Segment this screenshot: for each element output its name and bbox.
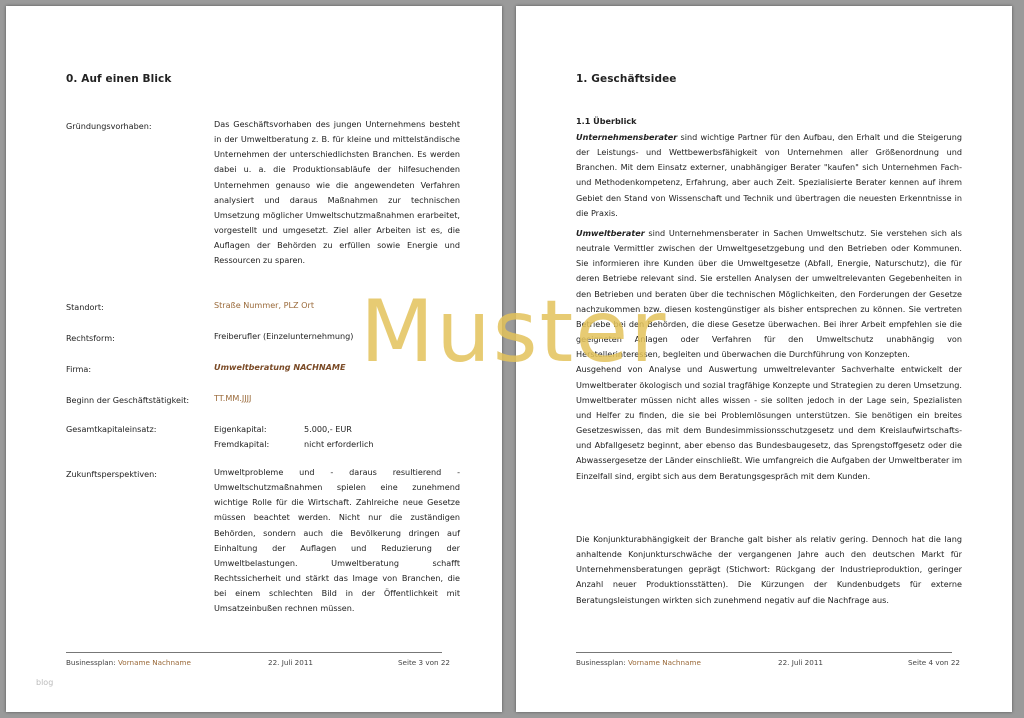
footer-page-number: Seite 4 von 22 — [908, 658, 961, 667]
footer-prefix: Businessplan: — [576, 658, 626, 667]
label-firma: Firma: — [66, 364, 92, 374]
paragraph-2 — [576, 226, 962, 484]
value-gruendungsvorhaben: Das Geschäftsvorhaben des jungen Unternehmens besteht in der Umweltberatung z. B. für kleine und mittelständische Unternehmen der unterschiedlichsten Branchen. Es werden dabei u. a. die Produktionsabläufe der hilfesuchenden Unternehmen genauso wie die angewendeten Verfahren analysiert und daraus Maßnahmen zur technischen Umsetzung möglicher Umweltschutzmaßnahmen erarbeitet, vorgestellt und umgesetzt. Ziel aller Arbeiten ist es, die Auflagen der Behörden zu erfüllen sowie Energie und Ressourcen zu sparen. — [214, 119, 460, 266]
paragraph-3: Ausgehend von Analyse und Auswertung umweltrelevanter Sachverhalte entwickelt der Umweltberater ökologisch und sozial tragfähige Konzepte und Strategien zu deren Umsetzung. Umweltberater müssen nicht alles wissen - sie sollten jedoch in der Lage sein, Spezialisten und Helfer zu finden, die sie bei Problemlösungen unterstützen. Sie benötigen ein breites Gesetzeswissen, das mit dem Bundesimmissionsschutzgesetz und dem Kreislaufwirtschafts- und Abfallgesetz beginnt, aber ebenso das Bundesbaugesetz, das Sprengstoffgesetz oder die Abwassergesetze der Länder einschließt. Wie umfangreich die Aufgaben der Umweltberater im Einzelfall sind, ergibt sich aus dem Beratungsgespräch mit dem Kunden. — [576, 364, 962, 481]
eigenkapital-value: 5.000,- EUR — [304, 424, 352, 434]
label-rechtsform: Rechtsform: — [66, 333, 115, 343]
paragraph-1-text: sind wichtige Partner für den Aufbau, den Erhalt und die Steigerung der Leistungs- und Wettbewerbsfähigkeit von Unternehmen aller Größenordnung und Branchen. Mit dem Einsatz externer, unabhängiger Berater "kaufen" sich Unternehmen Fach- und Methodenkompetenz, Erfahrung, aber auch Zeit. Spezialisierte Berater kennen auf ihrem Gebiet den Stand von Wissenschaft und Technik und übertragen die neuesten Erkenntnisse in die Praxis. — [576, 132, 962, 218]
value-beginn: TT.MM.JJJJ — [214, 393, 252, 403]
corner-mark: blog — [36, 678, 54, 687]
label-zukunftsperspektiven: Zukunftsperspektiven: — [66, 469, 157, 479]
paragraph-1-lead: Unternehmensberater — [576, 132, 678, 142]
footer-rule — [66, 652, 442, 653]
fremdkapital-label: Fremdkapital: — [214, 439, 270, 449]
paragraph-2-lead: Umweltberater — [576, 228, 645, 238]
footer-name: Vorname Nachname — [117, 658, 191, 667]
section-subtitle: 1.1 Überblick — [576, 116, 637, 126]
footer-prefix: Businessplan: — [66, 658, 116, 667]
eigenkapital-label: Eigenkapital: — [214, 424, 267, 434]
footer-date: 22. Juli 2011 — [268, 658, 313, 667]
value-standort: Straße Nummer, PLZ Ort — [214, 300, 315, 310]
document-page-left — [6, 6, 502, 712]
value-zukunftsperspektiven: Umweltprobleme und - daraus resultierend - Umweltschutzmaßnahmen spielen eine zunehmend wichtige Rolle für die Wirtschaft. Zahlreiche neue Gesetze müssen beachtet werden. Nicht nur die zuständigen Behörden, sondern auch die Bevölkerung dringen auf Einhaltung der Auflagen und Reduzierung der Umweltbelastungen. Umweltberatung schafft Rechtssicherheit und stärkt das Image von Branchen, die bei einem schlechten Bild in der Öffentlichkeit mit Umsatzeinbußen rechnen müssen. — [214, 467, 460, 614]
paragraph-2-text: sind Unternehmensberater in Sachen Umweltschutz. Sie verstehen sich als neutrale Vermittler zwischen der Umweltgesetzgebung und den Betrieben oder Kommunen. Sie informieren ihre Kunden über die Umweltgesetze (Abfall, Energie, Naturschutz), die für deren Betriebe relevant sind. Sie erstellen Analysen der umweltrelevanten Gegebenheiten in den Betrieben und beraten über die technischen Möglichkeiten, den Forderungen der Gesetze nachzukommen bzw. diesen kostengünstiger als bisher entsprechen zu können. Sie vertreten Betriebe bei den Behörden, die diese Gesetze überwachen. Bei ihrer Arbeit empfehlen sie die geeigneten Anlagen oder Verfahren für den Umweltschutz unabhängig von Herstellerinteressen, begleiten und überwachen die Durchführung von Konzepten. — [576, 228, 962, 360]
footer-author — [66, 658, 191, 667]
footer-date: 22. Juli 2011 — [778, 658, 823, 667]
footer-rule — [576, 652, 952, 653]
label-standort: Standort: — [66, 302, 104, 312]
page-title: 0. Auf einen Blick — [66, 73, 172, 85]
value-rechtsform: Freiberufler (Einzelunternehmung) — [214, 331, 354, 341]
fremdkapital-value: nicht erforderlich — [304, 439, 374, 449]
label-gruendungsvorhaben: Gründungsvorhaben: — [66, 121, 152, 131]
footer-author — [576, 658, 701, 667]
value-firma: Umweltberatung NACHNAME — [214, 362, 346, 372]
label-beginn: Beginn der Geschäftstätigkeit: — [66, 395, 190, 405]
paragraph-1 — [576, 130, 962, 221]
label-gesamtkapital: Gesamtkapitaleinsatz: — [66, 424, 157, 434]
footer-page-number: Seite 3 von 22 — [398, 658, 451, 667]
paragraph-4: Die Konjunkturabhängigkeit der Branche galt bisher als relativ gering. Dennoch hat die lang anhaltende Konjunkturschwäche der vergangenen Jahre auch den deutschen Markt für Unternehmensberatungen geprägt (Stichwort: Rückgang der Industrieproduktion, geringer Anzahl neuer Produktionsstätten). Die Kürzungen der Kundenbudgets für externe Beratungsleistungen wirkten sich zunehmend negativ auf die Nachfrage aus. — [576, 534, 962, 605]
document-page-right — [516, 6, 1012, 712]
page-title: 1. Geschäftsidee — [576, 73, 677, 85]
watermark-text: Muster — [360, 282, 668, 382]
footer-name: Vorname Nachname — [627, 658, 701, 667]
